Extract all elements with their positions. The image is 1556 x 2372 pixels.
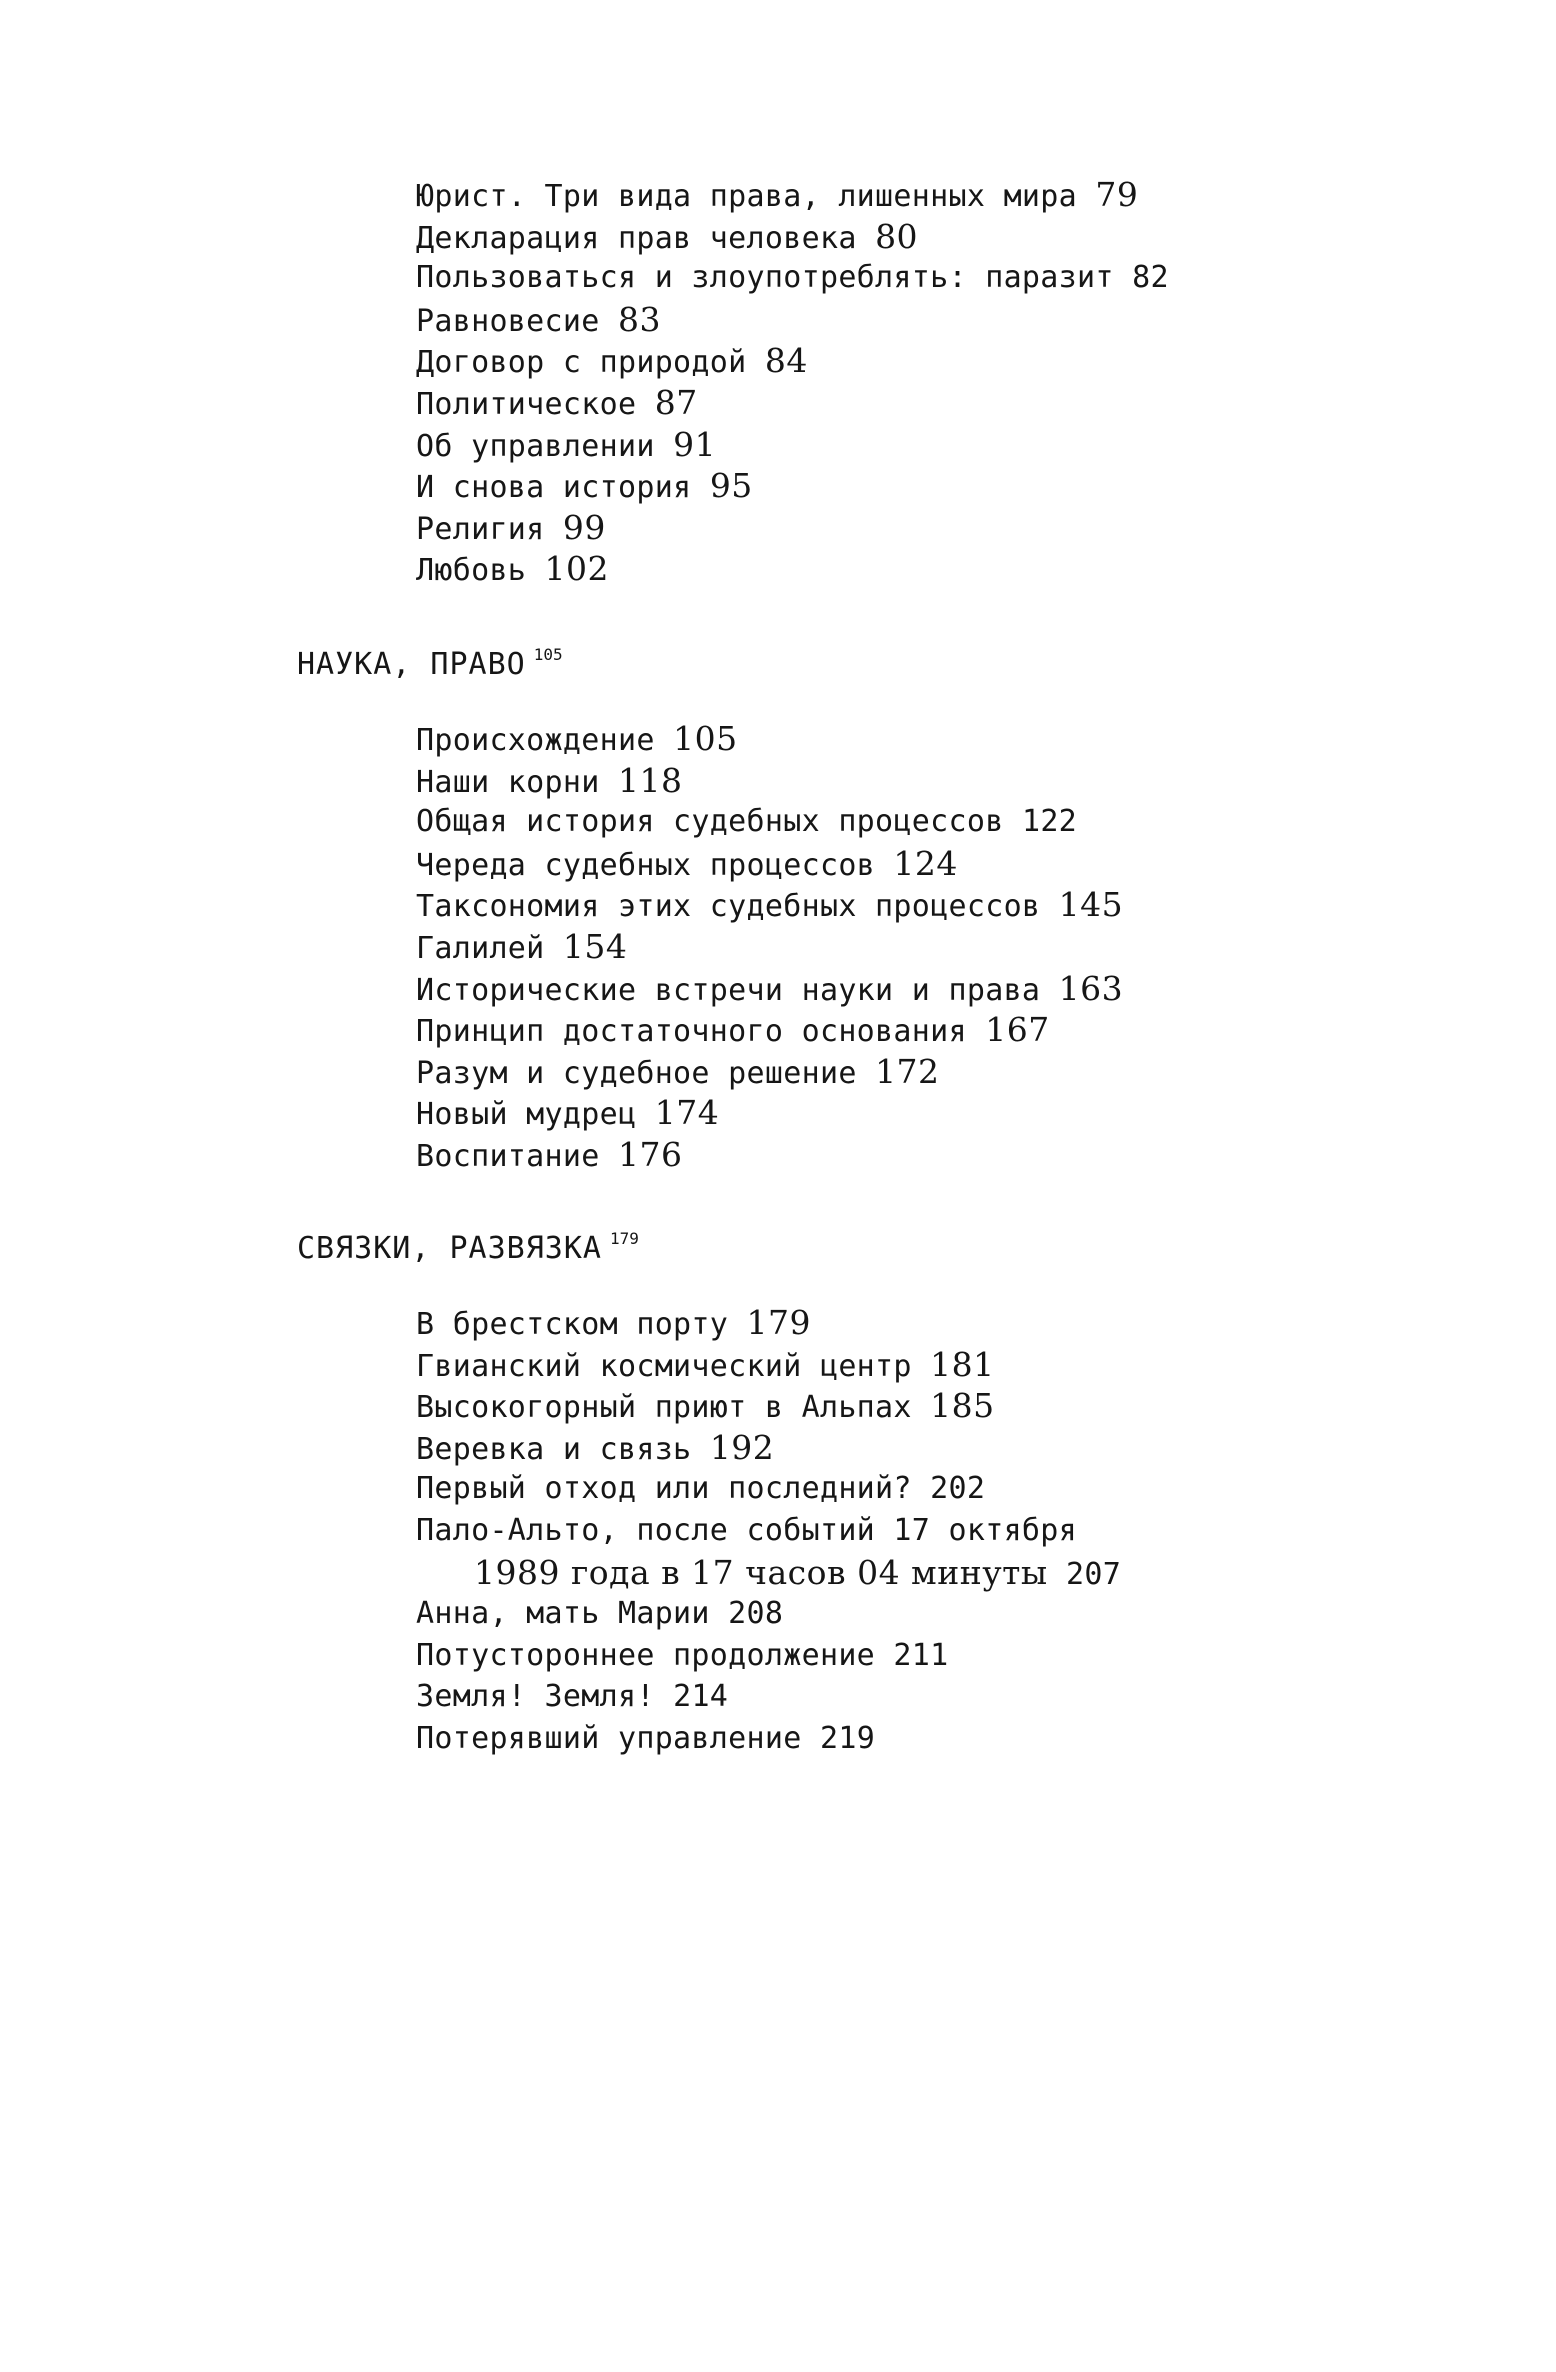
toc-entry-page: 185: [930, 1386, 995, 1426]
toc-entry[interactable]: [416, 216, 1416, 258]
section-heading-title: СВЯЗКИ, РАЗВЯЗКА: [297, 1231, 602, 1266]
toc-entry-title: Декларация прав человека: [416, 220, 857, 256]
toc-entry-title: Пользоваться и злоупотреблять: паразит: [416, 260, 1114, 296]
toc-entry[interactable]: [416, 926, 1416, 968]
toc-entry[interactable]: [416, 760, 1416, 802]
toc-entry[interactable]: [416, 1051, 1416, 1093]
toc-entry-year: 1989 года в 17 часов 04 минуты: [474, 1552, 1048, 1592]
toc-entry-page: 179: [746, 1303, 812, 1342]
section-heading-page: 179: [609, 1229, 639, 1248]
toc-entry-title: Потерявший управление: [416, 1720, 802, 1756]
toc-entry[interactable]: [416, 465, 1416, 507]
toc-entry-title: Равновесие: [416, 303, 600, 339]
toc-entry[interactable]: [416, 174, 1416, 216]
toc-entry-page: 207: [1066, 1556, 1122, 1592]
toc-entry[interactable]: [416, 1635, 1416, 1677]
toc-entry-page: 174: [654, 1093, 720, 1133]
toc-entry-page: 214: [673, 1679, 729, 1715]
toc-list-science: [416, 718, 1416, 1176]
toc-entry-title: Общая история судебных процессов: [416, 804, 1004, 840]
toc-entry-title: Веревка и связь: [416, 1431, 692, 1467]
toc-entry[interactable]: [416, 299, 1416, 341]
toc-entry[interactable]: [416, 382, 1416, 424]
toc-entry-page: 145: [1058, 885, 1124, 925]
toc-entry-page: 118: [618, 760, 683, 800]
toc-entry[interactable]: [416, 718, 1416, 760]
toc-entry-page: 208: [728, 1596, 784, 1632]
toc-entry-page: 91: [673, 424, 717, 464]
toc-entry-title: Исторические встречи науки и права: [416, 972, 1041, 1008]
toc-entry[interactable]: [416, 968, 1416, 1010]
toc-entry-page: 167: [985, 1010, 1050, 1050]
toc-entry[interactable]: [416, 1344, 1416, 1386]
toc-entry[interactable]: [416, 884, 1416, 926]
toc-entry[interactable]: [416, 1468, 1416, 1510]
toc-entry-title: Наши корни: [416, 764, 600, 800]
toc-entry[interactable]: [416, 1427, 1416, 1469]
toc-entry-title: Разум и судебное решение: [416, 1055, 857, 1091]
toc-list-top: [416, 174, 1416, 590]
section-heading-page: 105: [533, 645, 563, 664]
toc-entry[interactable]: [416, 1009, 1416, 1051]
toc-entry-page: 84: [764, 341, 808, 381]
toc-entry[interactable]: [416, 1302, 1416, 1344]
toc-entry[interactable]: [416, 1718, 1416, 1760]
toc-entry-title: Потустороннее продолжение: [416, 1637, 876, 1673]
toc-entry-page: 79: [1095, 175, 1139, 214]
toc-entry[interactable]: [416, 1510, 1416, 1552]
toc-entry-title: Религия: [416, 511, 545, 547]
toc-entry-page: 83: [618, 299, 661, 339]
toc-entry-title: Договор с природой: [416, 345, 747, 381]
toc-entry-title: Анна, мать Марии: [416, 1596, 710, 1632]
toc-entry[interactable]: [416, 507, 1416, 549]
toc-entry-title: И снова история: [416, 470, 692, 506]
toc-entry-page: 219: [819, 1720, 876, 1756]
toc-entry-page: 102: [544, 549, 610, 589]
toc-entry-title: Юрист. Три вида права, лишенных мира: [416, 179, 1078, 214]
toc-entry-page: 154: [562, 926, 628, 966]
toc-entry-title: Галилей: [416, 930, 545, 966]
toc-entry[interactable]: [416, 1676, 1416, 1718]
toc-entry-title: Таксономия этих судебных процессов: [416, 889, 1041, 925]
toc-entry[interactable]: [416, 801, 1416, 843]
toc-entry-page: 95: [709, 466, 753, 506]
toc-entry-title: Череда судебных процессов: [416, 847, 876, 883]
toc-entry-continuation[interactable]: [416, 1552, 1416, 1594]
toc-entry-page: 172: [875, 1051, 940, 1091]
toc-entry-title: В брестском порту: [416, 1307, 729, 1342]
toc-entry-title: Земля! Земля!: [416, 1679, 655, 1715]
toc-entry[interactable]: [416, 1385, 1416, 1427]
toc-entry-title: Новый мудрец: [416, 1097, 637, 1133]
toc-entry-title: Происхождение: [416, 723, 655, 758]
toc-entry[interactable]: [416, 424, 1416, 466]
toc-entry-title: Принцип достаточного основания: [416, 1014, 967, 1050]
toc-entry-page: 82: [1132, 260, 1169, 296]
toc-entry-page: 176: [618, 1134, 683, 1174]
section-heading-title: НАУКА, ПРАВО: [297, 647, 526, 682]
toc-entry-title: Высокогорный приют в Альпах: [416, 1390, 912, 1426]
toc-list-links: [416, 1302, 1416, 1760]
toc-entry[interactable]: [416, 1092, 1416, 1134]
toc-entry[interactable]: [416, 257, 1416, 299]
toc-entry-page: 192: [709, 1427, 775, 1467]
toc-entry-page: 181: [930, 1344, 995, 1384]
toc-entry-page: 122: [1021, 804, 1078, 840]
toc-entry-title: Любовь: [416, 553, 527, 589]
toc-entry-page: 99: [562, 507, 606, 547]
toc-entry[interactable]: [416, 548, 1416, 590]
toc-entry-page: 202: [930, 1471, 986, 1507]
toc-entry-page: 80: [875, 216, 919, 256]
toc-entry-page: 211: [893, 1637, 949, 1673]
toc-entry[interactable]: [416, 1134, 1416, 1176]
toc-entry-title: Об управлении: [416, 428, 655, 464]
toc-entry-title: Гвианский космический центр: [416, 1348, 912, 1384]
toc-entry-title: Пало-Альто, после событий 17 октября: [416, 1512, 1078, 1548]
section-heading-links[interactable]: [297, 1218, 639, 1270]
toc-entry[interactable]: [416, 1593, 1416, 1635]
toc-entry-page: 87: [654, 382, 698, 422]
toc-entry[interactable]: [416, 843, 1416, 885]
toc-entry-page: 163: [1058, 968, 1124, 1008]
section-heading-science[interactable]: [297, 634, 563, 686]
toc-entry[interactable]: [416, 340, 1416, 382]
toc-entry-title: Первый отход или последний?: [416, 1471, 912, 1507]
toc-entry-page: 124: [893, 843, 958, 883]
toc-entry-page: 105: [673, 719, 738, 758]
toc-entry-title: Политическое: [416, 386, 637, 422]
toc-entry-title: Воспитание: [416, 1138, 600, 1174]
